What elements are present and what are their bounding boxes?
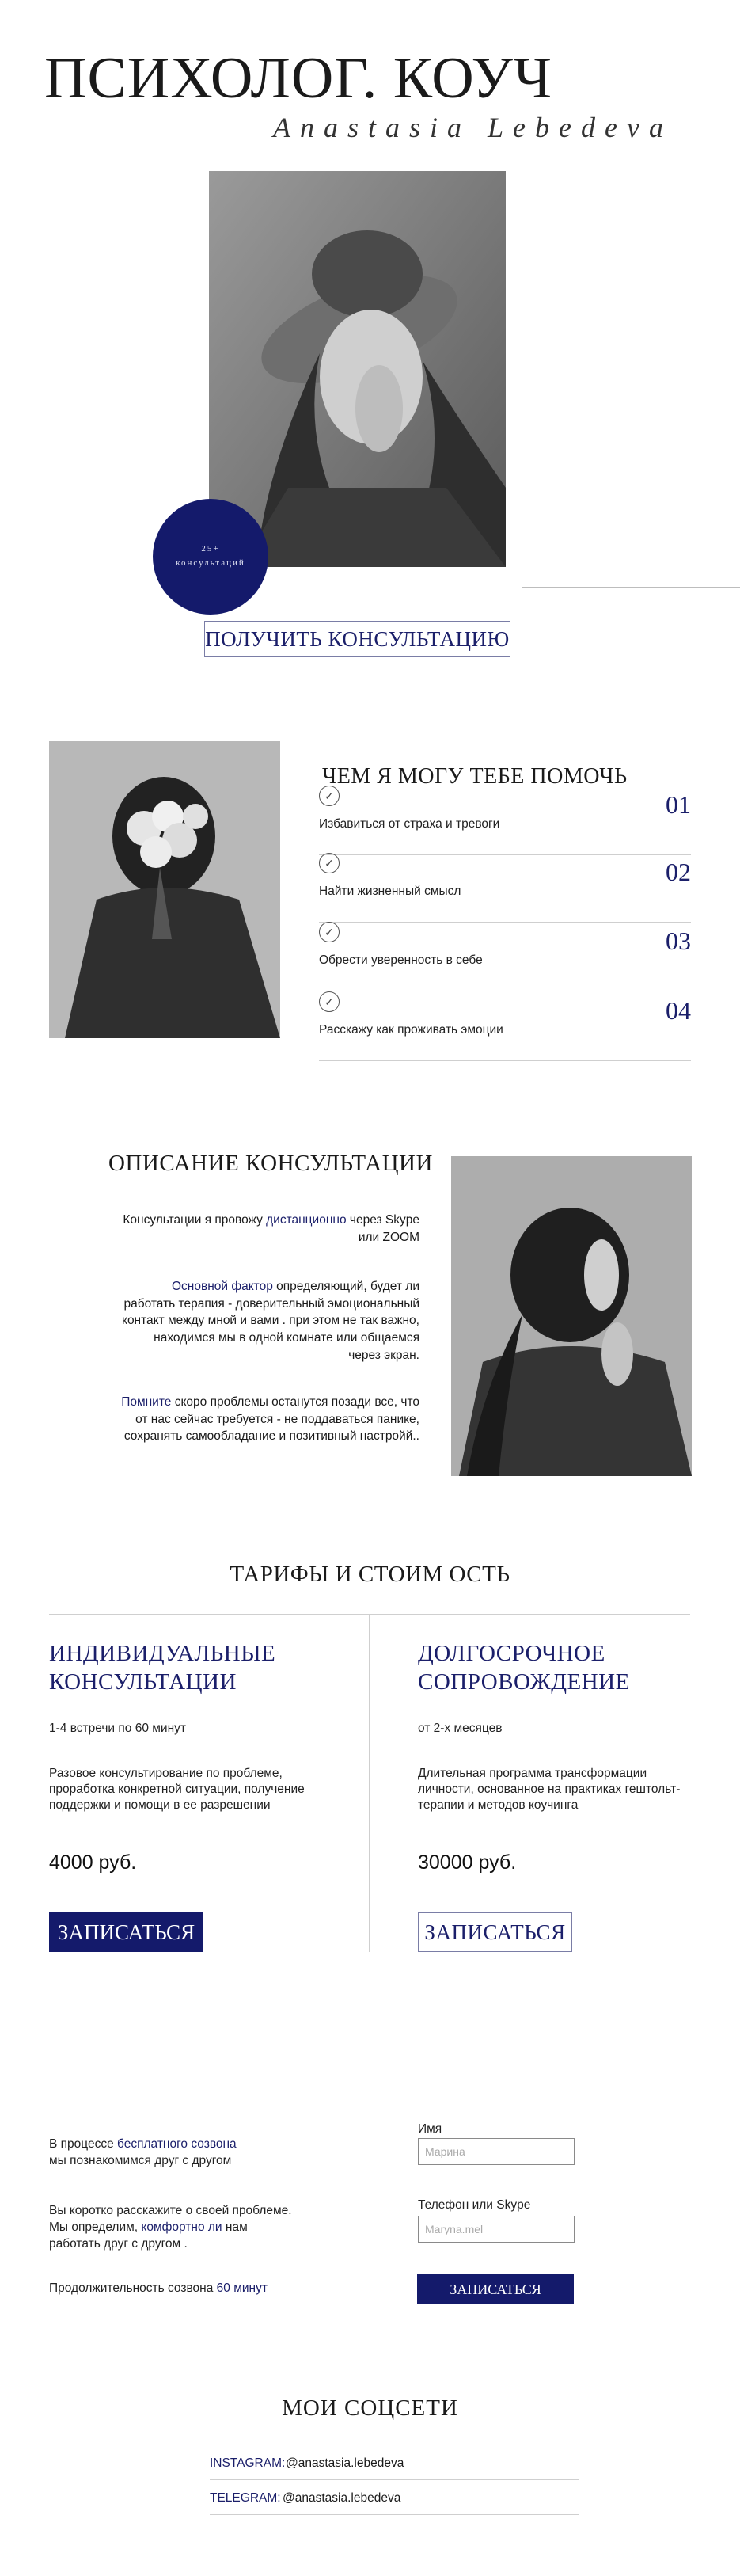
help-item-text: Избавиться от страха и тревоги [319,817,500,831]
tariffs-divider [49,1614,690,1615]
text-span: мы познакомимся друг с другом [49,2153,232,2167]
tariff-name-line: СОПРОВОЖДЕНИЕ [418,1669,630,1695]
help-item-number: 03 [666,927,691,955]
tariff-name-line: ИНДИВИДУАЛЬНЫЕ [49,1641,276,1666]
badge-count: 25+ [201,544,220,554]
text-span: Продолжительность созвона [49,2281,217,2295]
social-handle[interactable]: @anastasia.lebedeva [286,2456,404,2470]
social-row-telegram[interactable] [210,2480,579,2515]
form-info [49,2137,334,2170]
check-icon: ✓ [319,922,340,942]
consultations-badge [153,499,268,615]
text-span: определяющий, будет ли работать терапия - доверительный эмоциональный контакт между мной и вами . при этом не так важно, находимся мы в одной комнате или общаемся через экран. [121,1280,419,1362]
text-span: через Skype или ZOOM [346,1213,419,1244]
help-item [319,786,691,855]
social-title: МОИ СОЦСЕТИ [282,2395,458,2421]
help-item-number: 02 [666,858,691,886]
help-item-text: Найти жизненный смысл [319,885,461,898]
help-item-number: 01 [666,790,691,819]
help-item [319,853,691,923]
highlight: Помните [121,1395,172,1409]
tariff-meta: 1-4 встречи по 60 минут [49,1722,186,1735]
book-individual-button[interactable]: ЗАПИСАТЬСЯ [49,1912,203,1952]
book-longterm-button[interactable]: ЗАПИСАТЬСЯ [418,1912,572,1952]
tariffs-title: ТАРИФЫ И СТОИМ ОСТЬ [230,1562,510,1587]
help-item-number: 04 [666,996,691,1025]
check-icon: ✓ [319,991,340,1012]
tariff-meta: от 2-х месяцев [418,1722,503,1735]
name-input[interactable] [418,2138,575,2165]
check-icon: ✓ [319,853,340,873]
contact-input[interactable] [418,2216,575,2243]
form-info [49,2281,334,2297]
text-span: скоро проблемы останутся позади все, что от нас сейчас требуется - не поддаваться панике, сохранять самообладание и позитивный настройй.. [123,1395,419,1444]
help-title: ЧЕМ Я МОГУ ТЕБЕ ПОМОЧЬ [322,764,628,789]
description-paragraph [119,1278,419,1364]
page-title: ПСИХОЛОГ. КОУЧ [44,46,553,111]
highlight: Основной фактор [171,1280,273,1293]
description-photo [451,1156,692,1476]
tariff-name-line: КОНСУЛЬТАЦИИ [49,1669,237,1695]
form-info [49,2203,294,2253]
social-row-instagram[interactable] [210,2445,579,2480]
highlight: комфортно ли [141,2220,222,2234]
description-title: ОПИСАНИЕ КОНСУЛЬТАЦИИ [108,1151,433,1176]
tariff-price: 4000 руб. [49,1851,137,1874]
name-label: Имя [418,2122,442,2136]
submit-button[interactable]: ЗАПИСАТЬСЯ [417,2274,574,2304]
badge-label: консультаций [176,558,245,568]
tariff-description: Разовое консультирование по проблеме, проработка конкретной ситуации, получение поддержки и помощи в ее разрешении [49,1767,305,1813]
highlight: бесплатного созвона [117,2137,237,2151]
tariffs-column-divider [369,1615,370,1952]
tariff-name-line: ДОЛГОСРОЧНОЕ [418,1641,605,1666]
check-icon: ✓ [319,786,340,806]
help-item-text: Расскажу как проживать эмоции [319,1023,503,1037]
highlight: дистанционно [266,1213,347,1227]
social-handle[interactable]: @anastasia.lebedeva [283,2491,401,2505]
tariff-name [418,1639,630,1697]
social-label: TELEGRAM: [210,2491,281,2505]
hero-photo [209,171,506,567]
hero-divider [522,587,740,588]
text-span: нам работать друг с другом . [49,2220,248,2251]
flowers-photo [49,741,280,1038]
tariff-price: 30000 руб. [418,1851,517,1874]
description-paragraph [119,1212,419,1246]
get-consultation-button[interactable]: ПОЛУЧИТЬ КОНСУЛЬТАЦИЮ [204,621,510,657]
help-item [319,922,691,991]
text-span: Вы коротко расскажите о своей проблеме. Мы определим, [49,2204,292,2234]
text-span: В процессе [49,2137,118,2151]
text-span: Консультации я провожу [123,1213,267,1227]
help-item-text: Обрести уверенность в себе [319,953,483,967]
highlight: 60 минут [216,2281,268,2295]
hero-subtitle: Anastasia Lebedeva [273,112,673,143]
tariff-description: Длительная программа трансформации личности, основанное на практиках гештольт-терапии и методов коучинга [418,1767,681,1813]
description-paragraph [119,1394,419,1445]
contact-label: Телефон или Skype [418,2198,531,2212]
help-item [319,991,691,1061]
social-label: INSTAGRAM: [210,2456,286,2470]
tariff-name [49,1639,275,1697]
